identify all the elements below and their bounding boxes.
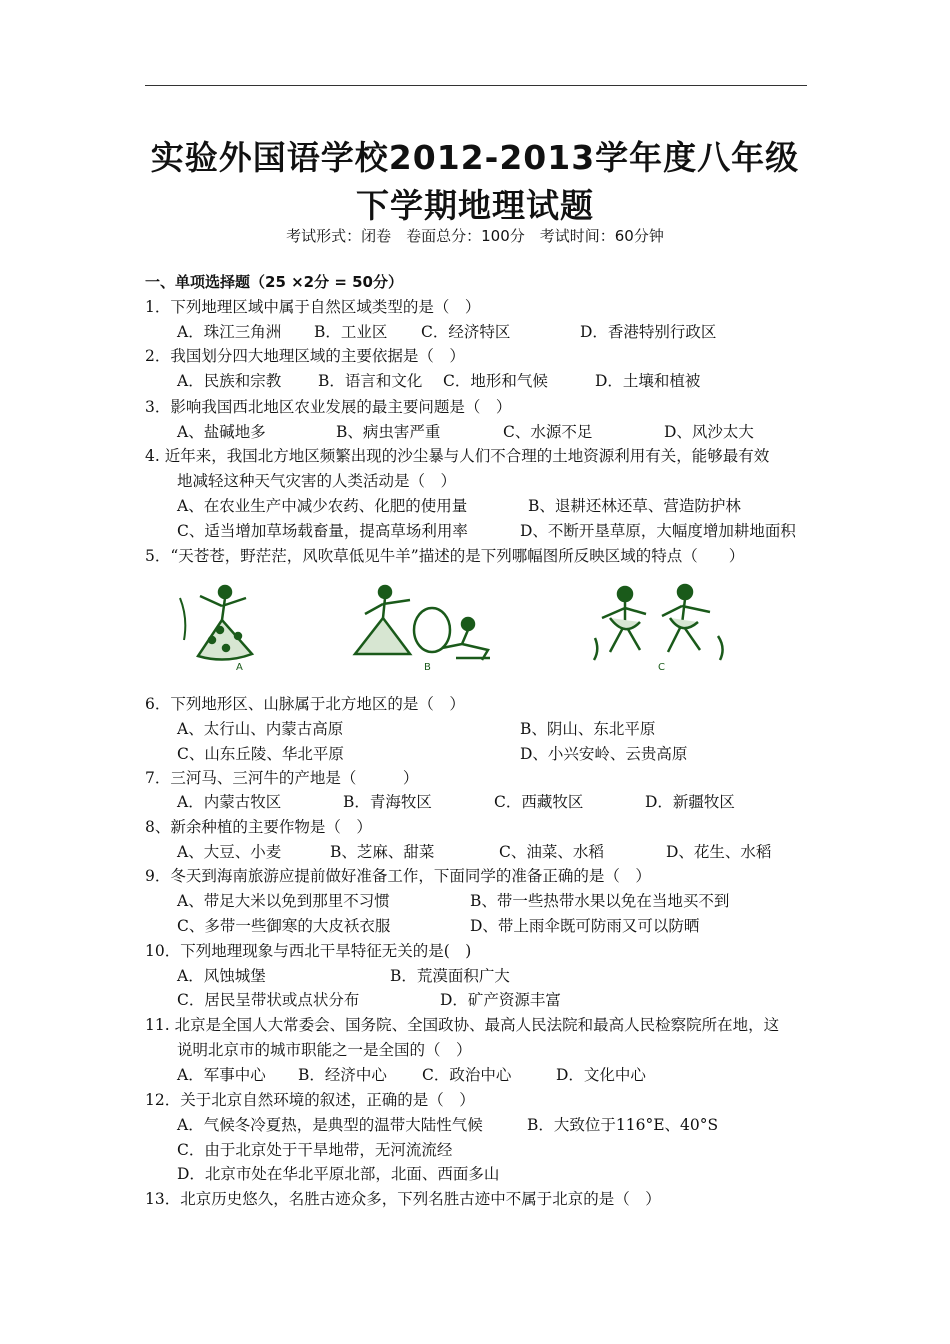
q12-option-a: A．气候冬冷夏热，是典型的温带大陆性气候 xyxy=(177,1116,483,1134)
question-2-stem: 2．我国划分四大地理区域的主要依据是（ ） xyxy=(145,347,465,365)
q8-option-d: D、花生、水稻 xyxy=(666,843,772,861)
question-13-stem: 13．北京历史悠久，名胜古迹众多，下列名胜古迹中不属于北京的是（ ） xyxy=(145,1190,661,1208)
q11-option-b: B．经济中心 xyxy=(298,1066,387,1084)
q6-option-d: D、小兴安岭、云贵高原 xyxy=(520,745,688,763)
question-1-stem: 1．下列地理区域中属于自然区域类型的是（ ） xyxy=(145,298,481,316)
figure-c-dancers xyxy=(594,585,723,660)
q7-option-d: D．新疆牧区 xyxy=(645,793,735,811)
q7-option-b: B．青海牧区 xyxy=(343,793,432,811)
figure-b-dancers xyxy=(355,586,490,660)
q12-option-b: B．大致位于116°E、40°S xyxy=(527,1116,719,1134)
q8-option-c: C、油菜、水稻 xyxy=(499,843,604,861)
q9-option-d: D、带上雨伞既可防雨又可以防晒 xyxy=(470,917,700,935)
q11-option-d: D．文化中心 xyxy=(556,1066,646,1084)
q10-option-c: C．居民呈带状或点状分布 xyxy=(177,991,360,1009)
q7-option-c: C．西藏牧区 xyxy=(494,793,584,811)
q4-option-c: C、适当增加草场载畜量，提高草场利用率 xyxy=(177,522,468,540)
question-9-stem: 9．冬天到海南旅游应提前做好准备工作，下面同学的准备正确的是（ ） xyxy=(145,867,651,885)
q2-option-b: B．语言和文化 xyxy=(318,372,423,390)
q2-option-a: A．民族和宗教 xyxy=(177,372,282,390)
q3-option-d: D、风沙太大 xyxy=(664,423,754,441)
q11-option-a: A．军事中心 xyxy=(177,1066,266,1084)
q6-option-c: C、山东丘陵、华北平原 xyxy=(177,745,344,763)
q3-option-a: A、盐碱地多 xyxy=(177,423,266,441)
q8-option-a: A、大豆、小麦 xyxy=(177,843,282,861)
q10-option-b: B．荒漠面积广大 xyxy=(390,967,510,985)
q5-figures xyxy=(170,578,770,673)
q4-option-b: B、退耕还林还草、营造防护林 xyxy=(528,497,741,515)
q12-option-d: D．北京市处在华北平原北部，北面、西面多山 xyxy=(177,1165,500,1183)
q3-option-b: B、病虫害严重 xyxy=(336,423,441,441)
q8-option-b: B、芝麻、甜菜 xyxy=(330,843,435,861)
question-12-stem: 12．关于北京自然环境的叙述，正确的是（ ） xyxy=(145,1091,475,1109)
question-7-stem: 7．三河马、三河牛的产地是（ ） xyxy=(145,769,419,787)
q12-option-c: C．由于北京处于干旱地带，无河流流经 xyxy=(177,1141,453,1159)
q6-option-a: A、太行山、内蒙古高原 xyxy=(177,720,344,738)
q9-option-c: C、多带一些御寒的大皮袄衣服 xyxy=(177,917,391,935)
exam-title-line1: 实验外国语学校2012-2013学年度八年级 xyxy=(150,138,800,177)
question-4-stem-cont: 地减轻这种天气灾害的人类活动是（ ） xyxy=(177,472,457,490)
q9-option-b: B、带一些热带水果以免在当地买不到 xyxy=(470,892,730,910)
q2-option-c: C．地形和气候 xyxy=(443,372,548,390)
exam-title-line2: 下学期地理试题 xyxy=(356,186,594,225)
q11-option-c: C．政治中心 xyxy=(422,1066,512,1084)
figure-b-label: B xyxy=(424,662,431,673)
figure-c-label: C xyxy=(658,662,665,673)
q6-option-b: B、阴山、东北平原 xyxy=(520,720,656,738)
question-6-stem: 6．下列地形区、山脉属于北方地区的是（ ） xyxy=(145,695,465,713)
question-11-stem: 11. 北京是全国人大常委会、国务院、全国政协、最高人民法院和最高人民检察院所在地，这 xyxy=(145,1016,780,1034)
q10-option-a: A．风蚀城堡 xyxy=(177,967,266,985)
section-heading: 一、单项选择题（25 ×2分 = 50分） xyxy=(145,273,403,291)
q4-option-a: A、在农业生产中减少农药、化肥的使用量 xyxy=(177,497,468,515)
question-8-stem: 8、新余种植的主要作物是（ ） xyxy=(145,818,372,836)
question-5-stem: 5．“天苍苍，野茫茫，风吹草低见牛羊”描述的是下列哪幅图所反映区域的特点（ ） xyxy=(145,547,745,565)
q1-option-b: B．工业区 xyxy=(314,323,388,341)
question-11-stem-cont: 说明北京市的城市职能之一是全国的（ ） xyxy=(177,1041,472,1059)
question-3-stem: 3．影响我国西北地区农业发展的最主要问题是（ ） xyxy=(145,398,512,416)
q1-option-d: D．香港特别行政区 xyxy=(580,323,717,341)
question-10-stem: 10．下列地理现象与西北干旱特征无关的是( ) xyxy=(145,942,472,960)
exam-meta: 考试形式：闭卷 卷面总分：100分 考试时间：60分钟 xyxy=(286,227,664,245)
q9-option-a: A、带足大米以免到那里不习惯 xyxy=(177,892,390,910)
q1-option-c: C．经济特区 xyxy=(421,323,511,341)
header-rule xyxy=(145,85,807,86)
q10-option-d: D．矿产资源丰富 xyxy=(440,991,561,1009)
q4-option-d: D、不断开垦草原，大幅度增加耕地面积 xyxy=(520,522,796,540)
q3-option-c: C、水源不足 xyxy=(503,423,593,441)
q2-option-d: D．土壤和植被 xyxy=(595,372,701,390)
figure-a-label: A xyxy=(236,662,243,673)
question-4-stem: 4. 近年来，我国北方地区频繁出现的沙尘暴与人们不合理的土地资源利用有关，能够最有效 xyxy=(145,447,770,465)
q7-option-a: A．内蒙古牧区 xyxy=(177,793,282,811)
q1-option-a: A．珠江三角洲 xyxy=(177,323,282,341)
figure-a-dancer xyxy=(180,586,252,660)
